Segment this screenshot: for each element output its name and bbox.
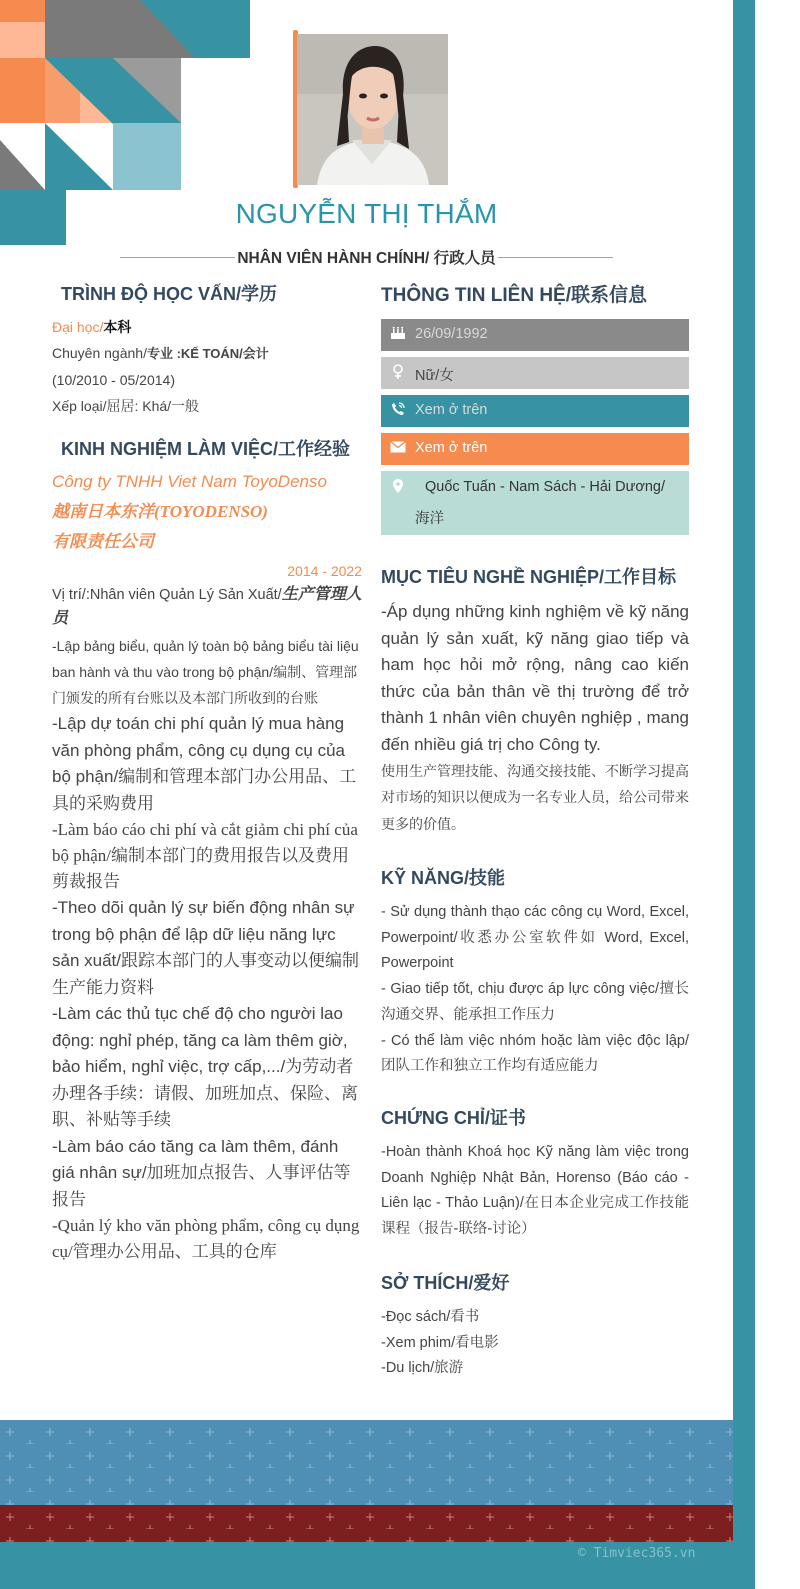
skill-item: - Giao tiếp tốt, chịu được áp lực công việc/擅长沟通交界、能承担工作压力	[381, 981, 689, 1023]
hobby-item: -Du lịch/旅游	[381, 1360, 464, 1377]
email-value: Xem ở trên	[415, 440, 488, 456]
major-prefix: Chuyên ngành/	[52, 345, 147, 361]
contact-gender	[381, 357, 689, 389]
position	[52, 583, 362, 631]
education-grade: Xếp loại/屈居: Khá/一般	[52, 398, 200, 414]
contact-birthday	[381, 319, 689, 351]
hobby-item: -Đọc sách/看书	[381, 1308, 480, 1325]
experience-title: KINH NGHIỆM LÀM VIỆC/工作经验	[61, 439, 351, 459]
skills-title: KỸ NĂNG/技能	[381, 868, 506, 889]
certificates-title: CHỨNG CHỈ/证书	[381, 1107, 526, 1128]
career-goal-title: MỤC TIÊU NGHỀ NGHIỆP/工作目标	[381, 567, 677, 587]
birthday-value: 26/09/1992	[415, 326, 488, 342]
address-line-1: Quốc Tuấn - Nam Sách - Hải Dương/	[425, 479, 666, 495]
contact-address	[381, 471, 689, 535]
watermark: © Timviec365.vn	[578, 1546, 696, 1561]
position-prefix: Vị trí/:Nhân viên Quản Lý Sản Xuất/	[52, 587, 282, 603]
degree-prefix: Đại học/	[52, 319, 104, 335]
cross-pattern-red	[0, 1505, 733, 1542]
education-major	[52, 340, 362, 367]
left-column	[52, 280, 362, 1265]
major-value: 专业 :KẾ TOÁN/会计	[146, 346, 269, 361]
cross-pattern	[0, 1420, 733, 1505]
right-decorative-stripe	[733, 0, 755, 1589]
certificate-text: -Hoàn thành Khoá học Kỹ năng làm việc trong Doanh Nghiệp Nhật Bản, Horenso (Báo cáo - Liên lạc - Thảo Luận)/在日本企业完成工作技能课程（报告-联络-讨论）	[381, 1143, 689, 1238]
hobbies-list	[381, 1305, 689, 1382]
education-title: TRÌNH ĐỘ HỌC VẤN/学历	[61, 284, 277, 304]
contact-email	[381, 433, 689, 465]
contact-title: THÔNG TIN LIÊN HỆ/联系信息	[381, 285, 648, 306]
footer-pattern-red	[0, 1505, 733, 1542]
skill-item: - Sử dụng thành thạo các công cụ Word, Excel, Powerpoint/收悉办公室软件如 Word, Excel, Powerpoint	[381, 904, 689, 972]
gender-value: Nữ/女	[415, 368, 454, 384]
hobbies-title: SỞ THÍCH/爱好	[381, 1272, 510, 1293]
career-goal-cn: 使用生产管理技能、沟通交接技能、不断学习提高对市场的知识以便成为一名专业人员，给公司带来更多的价值。	[381, 763, 689, 833]
phone-value: Xem ở trên	[415, 402, 488, 418]
address-line-2: 海洋	[415, 511, 444, 527]
duty-item: -Lập bảng biểu, quản lý toàn bộ bảng biểu tài liệu ban hành và thu vào trong bộ phận/编制、管理部门颁发的所有台账以及本部门所收到的台账	[52, 638, 359, 706]
education-period: (10/2010 - 05/2014)	[52, 372, 175, 388]
skills-list	[381, 900, 689, 1080]
duty-item: -Quản lý kho văn phòng phẩm, công cụ dụng cụ/管理办公用品、工具的仓库	[52, 1216, 360, 1261]
company-line-3: 有限责任公司	[52, 532, 154, 551]
job-title: NHÂN VIÊN HÀNH CHÍNH/ 行政人员	[237, 250, 496, 267]
envelope-icon	[381, 433, 415, 456]
divider-right	[498, 257, 613, 258]
company-line-1: Công ty TNHH Viet Nam ToyoDenso	[52, 472, 327, 491]
right-column	[381, 280, 689, 1382]
duty-item: -Làm báo cáo tăng ca làm thêm, đánh giá nhân sự/加班加点报告、人事评估等报告	[52, 1136, 351, 1209]
skill-item: - Có thể làm việc nhóm hoặc làm việc độc lập/团队工作和独立工作均有适应能力	[381, 1032, 689, 1075]
duty-item: -Lập dự toán chi phí quản lý mua hàng văn phòng phẩm, công cụ dụng cụ của bộ phận/编制和管理本部门办公用品、工具的采购费用	[52, 714, 357, 813]
contact-list	[381, 319, 689, 535]
duty-item: -Làm báo cáo chi phí và cắt giảm chi phí của bộ phận/编制本部门的费用报告以及费用剪裁报告	[52, 820, 358, 891]
job-title-row	[120, 245, 613, 269]
map-marker-icon	[381, 471, 415, 496]
duty-item: -Làm các thủ tục chế độ cho người lao động: nghỉ phép, tăng ca làm thêm giờ, bảo hiểm, nghỉ việc, trợ cấp,.../为劳动者办理各手续：请假、加班加点、保险、离职、补贴等手续	[52, 1004, 358, 1129]
birthday-cake-icon	[381, 319, 415, 343]
duty-item: -Theo dõi quản lý sự biến động nhân sự trong bộ phận để lập dữ liệu năng lực sản xuất/跟踪本部门的人事变动以便编制生产能力资料	[52, 898, 359, 997]
portrait-illustration	[297, 34, 448, 185]
female-icon	[381, 357, 415, 383]
phone-icon	[381, 395, 415, 419]
address-value	[415, 471, 689, 535]
footer-pattern-blue	[0, 1420, 733, 1505]
contact-phone	[381, 395, 689, 427]
profile-photo-frame	[293, 30, 448, 188]
employment-years: 2014 - 2022	[287, 563, 362, 579]
company-name	[52, 467, 362, 557]
profile-photo	[297, 34, 448, 185]
position-cn: 生产管理人员	[52, 586, 362, 627]
education-degree	[52, 314, 362, 340]
career-goal-vn: -Áp dụng những kinh nghiệm về kỹ năng quản lý sản xuất, kỹ năng giao tiếp và ham học hỏi mở rộng, nâng cao kiến thức của bản thân về thị trường để trở thành 1 nhân viên chuyên nghiệp , mang đến nhiều giá trị cho Công ty.	[381, 602, 689, 754]
company-line-2: 越南日本东洋(TOYODENSO)	[52, 502, 268, 521]
candidate-name: NGUYỄN THỊ THẮM	[235, 198, 498, 229]
hobby-item: -Xem phim/看电影	[381, 1334, 499, 1351]
divider-left	[120, 257, 235, 258]
degree-cn: 本科	[103, 319, 132, 335]
